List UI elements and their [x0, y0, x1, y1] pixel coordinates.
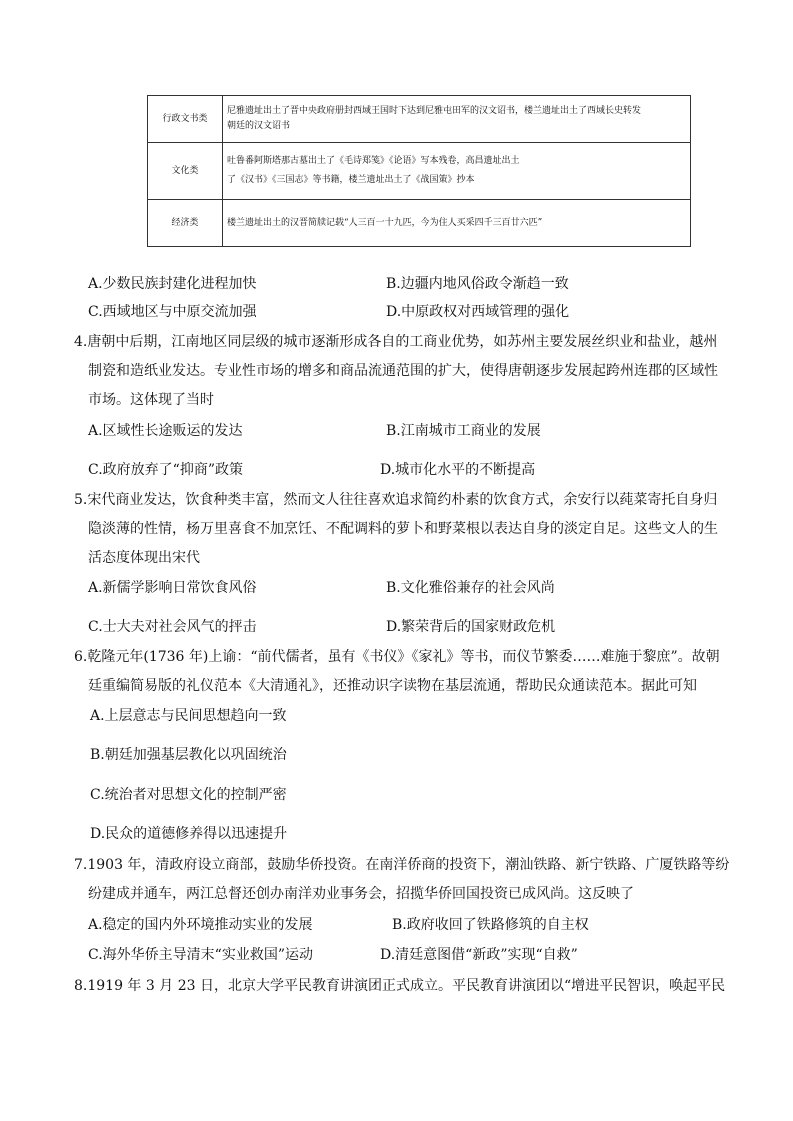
table-cell-category: 行政文书类 — [148, 96, 223, 143]
q7-option-d: D.清廷意图借“新政”实现“自救” — [380, 947, 578, 963]
q4-option-c: C.政府放弃了“抑商”政策 — [88, 462, 243, 478]
q7-stem-line: 纷建成并通车，两江总督还创办南洋劝业事务会，招揽华侨回国投资已成风尚。这反映了 — [88, 886, 634, 902]
q4-option-a: A.区域性长途贩运的发达 — [88, 423, 243, 439]
q4-stem-line: 市场。这体现了当时 — [88, 392, 214, 408]
q6-stem-line: 廷重编简易版的礼仪范本《大清通礼》，还推动识字读物在基层流通，帮助民众通读范本。据此可知 — [88, 678, 697, 694]
q5-option-d: D.繁荣背后的国家财政危机 — [386, 619, 556, 635]
q7-stem-line: 7.1903 年，清政府设立商部，鼓励华侨投资。在南洋侨商的投资下，潮汕铁路、新宁铁路、广厦铁路等纷 — [74, 857, 730, 873]
table-cell-text: 尼雅遗址出土了晋中央政府册封西域王国时下达到尼雅屯田军的汉文诏书，楼兰遗址出土了西域长史转发 — [227, 106, 642, 116]
q5-stem-line: 活态度体现出宋代 — [88, 550, 200, 566]
q6-option-a: A.上层意志与民间思想趋向一致 — [90, 708, 287, 724]
table-cell-text: 朝廷的汉文诏书 — [227, 121, 291, 131]
q4-stem-line: 4.唐朝中后期，江南地区同层级的城市逐渐形成各自的工商业优势，如苏州主要发展丝织业和盐业，越州 — [74, 334, 718, 350]
q7-option-c: C.海外华侨主导清末“实业救国”运动 — [88, 947, 313, 963]
q8-stem-line: 8.1919 年 3 月 23 日，北京大学平民教育讲演团正式成立。平民教育讲演团以“增进平民智识，唤起平民 — [74, 978, 726, 994]
q5-option-b: B.文化雅俗兼存的社会风尚 — [386, 580, 555, 596]
q4-stem-line: 制瓷和造纸业发达。专业性市场的增多和商品流通范围的扩大，使得唐朝逐步发展起跨州连郡的区域性 — [88, 363, 718, 379]
q5-stem-line: 5.宋代商业发达，饮食种类丰富，然而文人往往喜欢追求简约朴素的饮食方式，余安行以莼菜寄托自身归 — [74, 492, 718, 508]
table-row — [148, 96, 691, 143]
table-cell-text: 吐鲁番阿斯塔那古墓出土了《毛诗郑笺》《论语》写本残卷，高昌遗址出土 — [227, 156, 520, 166]
q3-option-a: A.少数民族封建化进程加快 — [88, 276, 257, 292]
table-cell-category: 经济类 — [148, 200, 223, 247]
q5-stem-line: 隐淡薄的性情，杨万里喜食不加烹饪、不配调料的萝卜和野菜根以表达自身的淡定自足。这些文人的生 — [88, 521, 718, 537]
table-row — [148, 143, 691, 200]
q3-option-b: B.边疆内地风俗政令渐趋一致 — [386, 276, 569, 292]
q6-option-d: D.民众的道德修养得以迅速提升 — [90, 826, 288, 842]
table-cell-content — [223, 96, 691, 143]
q5-option-a: A.新儒学影响日常饮食风俗 — [88, 580, 257, 596]
q6-option-b: B.朝廷加强基层教化以巩固统治 — [90, 747, 287, 763]
q7-option-a: A.稳定的国内外环境推动实业的发展 — [88, 917, 313, 933]
q6-stem-line: 6.乾隆元年(1736 年)上谕：“前代儒者，虽有《书仪》《家礼》等书，而仪节繁委……难施于黎庶”。故朝 — [74, 649, 720, 665]
table-cell-category: 文化类 — [148, 143, 223, 200]
source-table — [147, 95, 691, 247]
q6-option-c: C.统治者对思想文化的控制严密 — [90, 787, 287, 803]
table-cell-text: 了《汉书》《三国志》等书籍，楼兰遗址出土了《战国策》抄本 — [227, 175, 475, 185]
q5-option-c: C.士大夫对社会风气的抨击 — [88, 619, 257, 635]
table-row — [148, 200, 691, 247]
q4-option-d: D.城市化水平的不断提高 — [380, 462, 536, 478]
q7-option-b: B.政府收回了铁路修筑的自主权 — [392, 917, 589, 933]
table-cell-content — [223, 200, 691, 247]
q3-option-c: C.西域地区与中原交流加强 — [88, 304, 257, 320]
q3-option-d: D.中原政权对西域管理的强化 — [386, 304, 570, 320]
table-cell-text: 楼兰遗址出土的汉晋简牍记载“人三百一十九匹，今为住人买采四千三百廿六匹” — [227, 217, 543, 228]
table-cell-content — [223, 143, 691, 200]
q4-option-b: B.江南城市工商业的发展 — [386, 423, 541, 439]
